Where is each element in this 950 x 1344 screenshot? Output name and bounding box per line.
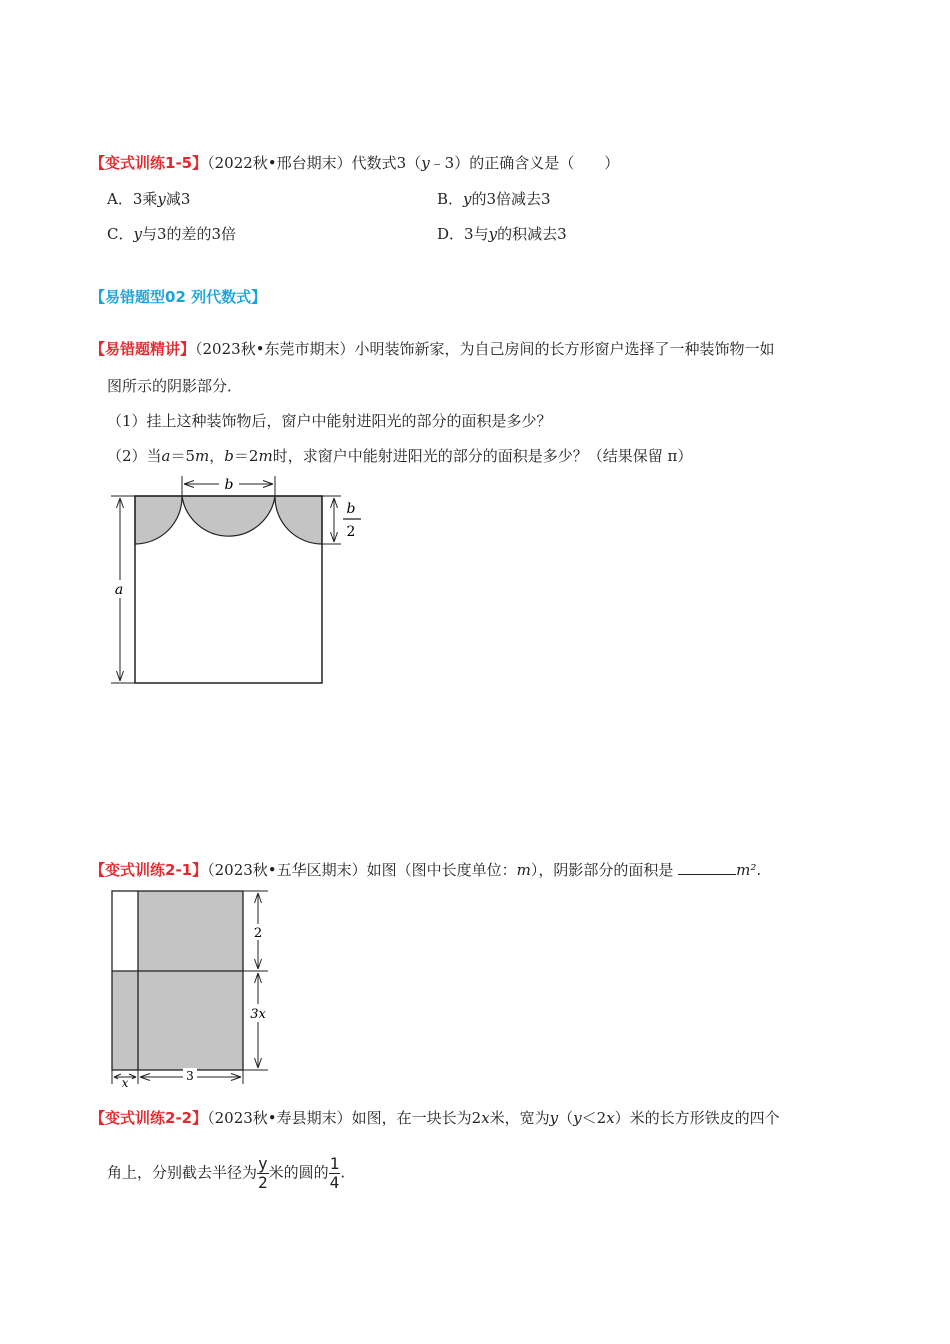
q15-stem-var: y [421, 154, 430, 172]
option-letter: D． [437, 225, 465, 243]
q22-text: ）米的长方形铁皮的四个 [614, 1109, 780, 1127]
option-text: 减3 [165, 190, 191, 208]
jingjiang-line2: 图所示的阴影部分． [107, 377, 243, 395]
shaded-main [138, 891, 243, 1070]
jingjiang-sub2 [107, 445, 692, 466]
q21-unit-tail: m² [736, 861, 757, 879]
jingjiang-text: （2023秋•东莞市期末）小明装饰新家，为自己房间的长方形窗户选择了一种装饰物一如 [195, 340, 775, 358]
q22-text: ＜2 [581, 1109, 607, 1127]
q15-tag: 【变式训练1-5】 [90, 154, 208, 172]
shaded-strip [112, 971, 138, 1070]
q15-stem-suffix: ﹣3）的正确含义是（ ） [429, 154, 620, 172]
q15-option-a[interactable] [107, 188, 190, 209]
q22-text: 角上，分别截去半径为 [107, 1163, 258, 1182]
option-text: 与3的差的3倍 [141, 225, 237, 243]
option-text: 的3倍减去3 [471, 190, 551, 208]
answer-blank[interactable] [678, 860, 736, 875]
sub2-text: （2）当 [107, 447, 162, 465]
fraction-1-over-4 [329, 1155, 341, 1192]
jingjiang-line1 [90, 338, 775, 359]
q22-text: . [340, 1163, 346, 1182]
option-letter: C． [107, 225, 134, 243]
frac-den: 4 [329, 1173, 340, 1192]
label-x: x [121, 1076, 129, 1088]
q22-text: （ [558, 1109, 574, 1127]
option-letter: A． [107, 190, 133, 208]
label-3x: 3x [250, 1007, 266, 1022]
q22-stem [90, 1107, 780, 1128]
sub2-text: ， [209, 447, 225, 465]
frac-num: y [258, 1154, 268, 1173]
frac-den: 2 [258, 1173, 268, 1192]
q21-tag: 【变式训练2-1】 [90, 861, 208, 879]
q21-text: （2023秋•五华区期末）如图（图中长度单位： [207, 861, 517, 879]
jingjiang-tag: 【易错题精讲】 [90, 340, 196, 358]
sub2-var: a [161, 447, 171, 465]
sub2-text: 时，求窗户中能射进阳光的部分的面积是多少？（结果保留 π） [272, 447, 693, 465]
label-frac-den: 2 [346, 524, 356, 540]
window-figure [105, 472, 375, 688]
option-var: y [488, 225, 498, 243]
q15-option-c[interactable] [107, 223, 236, 244]
option-text: 的积减去3 [497, 225, 567, 243]
sub2-unit: m [195, 447, 210, 465]
label-frac-num: b [346, 501, 356, 517]
q21-stem [90, 859, 761, 880]
q22-var: x [481, 1109, 490, 1127]
option-text: 3乘 [132, 190, 158, 208]
shaded-decoration [135, 496, 322, 544]
option-var: y [133, 225, 142, 243]
q22-var: y [549, 1109, 559, 1127]
q22-var: x [606, 1109, 615, 1127]
q22-text: 米的圆的 [268, 1163, 329, 1182]
sub2-text: ＝2 [233, 447, 259, 465]
sub2-text: ＝5 [170, 447, 196, 465]
q22-text: 米，宽为 [489, 1109, 550, 1127]
q22-var: y [573, 1109, 582, 1127]
sub2-unit: m [258, 447, 273, 465]
label-2: 2 [253, 926, 263, 941]
label-a: a [114, 582, 124, 598]
option-letter: B． [437, 190, 464, 208]
label-3: 3 [186, 1069, 194, 1083]
q15-option-b[interactable] [437, 188, 551, 209]
q15-stem [90, 152, 619, 173]
q22-tag: 【变式训练2-2】 [90, 1109, 208, 1127]
frac-num: 1 [329, 1154, 340, 1173]
q21-text: ），阴影部分的面积是 [530, 861, 674, 879]
q15-stem-prefix: （2022秋•邢台期末）代数式3（ [207, 154, 422, 172]
sub2-var: b [224, 447, 234, 465]
q21-unit: m [516, 861, 531, 879]
section-title: 【易错题型02 列代数式】 [90, 288, 267, 306]
jingjiang-sub1: （1）挂上这种装饰物后，窗户中能射进阳光的部分的面积是多少？ [107, 412, 552, 430]
q22-text: （2023秋•寿县期末）如图，在一块长为2 [207, 1109, 482, 1127]
option-var: y [463, 190, 472, 208]
option-var: y [157, 190, 166, 208]
option-text: 3与 [464, 225, 489, 243]
fraction-y-over-2 [257, 1155, 269, 1192]
q22-line2 [107, 1155, 345, 1192]
area-figure [108, 888, 283, 1088]
label-b: b [224, 477, 234, 493]
q15-option-d[interactable] [437, 223, 567, 244]
q21-dot: . [756, 861, 762, 879]
